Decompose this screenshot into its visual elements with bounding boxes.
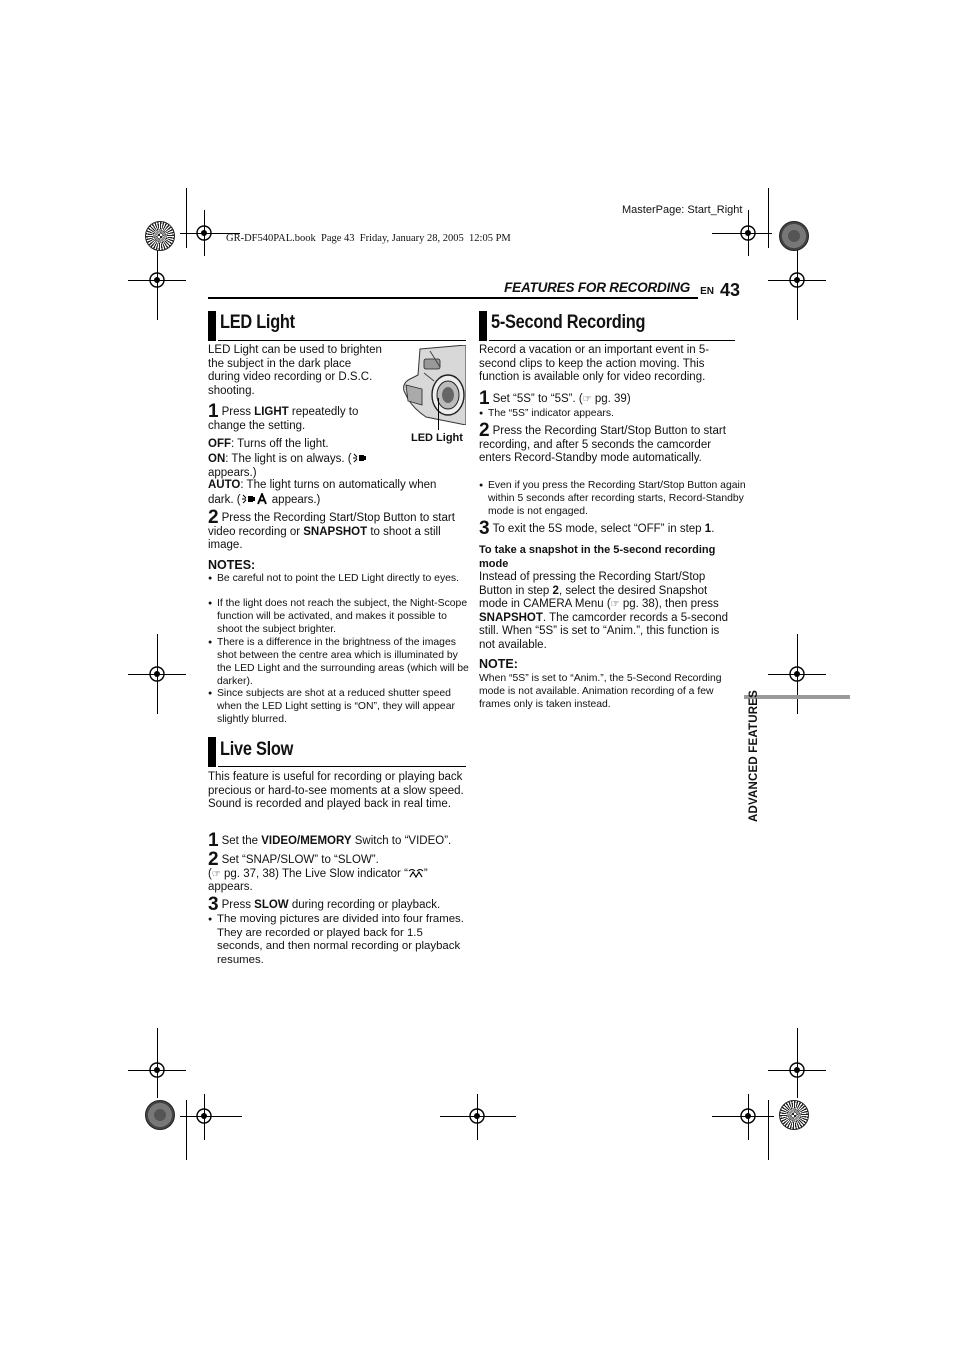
lang-code: EN — [700, 286, 714, 297]
five-step-2: 2 Press the Recording Start/Stop Button to start recording, and after 5 seconds the camcorder enters Record-Standby mode automatically. — [479, 420, 726, 465]
page-reference-icon: ☞ — [211, 868, 221, 880]
page-number: 43 — [719, 280, 740, 300]
step-number: 3 — [208, 894, 219, 915]
camcorder-led-light-image — [400, 345, 466, 425]
live-bullet: ● The moving pictures are divided into four frames. They are recorded or played back for 1.5 seconds, and then normal recording or playback resumes. — [208, 913, 471, 967]
section-rule — [218, 340, 466, 341]
registration-mark-icon — [787, 270, 807, 290]
led-auto-line: AUTO: The light turns on automatically when dark. ( appears.) — [208, 479, 437, 506]
registration-mark-icon — [467, 1106, 487, 1126]
registration-mark-icon — [194, 1106, 214, 1126]
section-marker — [479, 311, 487, 341]
registration-mark-icon — [738, 223, 758, 243]
registration-mark-icon — [147, 1060, 167, 1080]
color-rosette-icon — [779, 1100, 809, 1130]
led-off-line: OFF: Turns off the light. — [208, 438, 329, 450]
registration-mark-icon — [194, 223, 214, 243]
registration-mark-icon — [147, 270, 167, 290]
live-intro: This feature is useful for recording or playing back precious or hard-to-see moments at a slow speed. Sound is recorded and played back in real time. — [208, 771, 464, 811]
led-note-item: ● Be careful not to point the LED Light directly to eyes. — [208, 573, 467, 586]
section-marker — [208, 311, 216, 341]
page-reference-icon: ☞ — [582, 394, 592, 405]
led-notes-title: NOTES: — [208, 558, 256, 572]
section-marker — [208, 737, 216, 767]
registration-mark-icon — [787, 664, 807, 684]
live-step-1: 1 Set the VIDEO/MEMORY Switch to “VIDEO”. — [208, 830, 452, 851]
step-number: 1 — [208, 401, 219, 422]
step-number: 2 — [208, 849, 219, 870]
step-number: 1 — [479, 388, 490, 409]
five-snapshot-body: Instead of pressing the Recording Start/Stop Button in step 2, select the desired Snapshot mode in CAMERA Menu (☞ pg. 38), then press SNAPSHOT. The camcorder records a 5-second still. When “5S” is set to “Anim.”, this function is not available. — [479, 571, 729, 651]
side-tab-label: ADVANCED FEATURES — [748, 689, 760, 822]
page-reference-icon: ☞ — [610, 599, 620, 611]
five-note-body: When “5S” is set to “Anim.”, the 5-Second Recording mode is not available. Animation recording of a few frames only is taken instead. — [479, 673, 722, 710]
registration-mark-icon — [738, 1106, 758, 1126]
led-on-indicator-icon — [352, 452, 368, 464]
five-note-title: NOTE: — [479, 657, 518, 671]
led-note-item: ● If the light does not reach the subject, the Night-Scope function will be activated, and makes it possible to shoot the subject brighter. — [208, 598, 469, 637]
step-number: 2 — [479, 420, 490, 441]
step-number: 2 — [208, 507, 219, 528]
five-intro: Record a vacation or an important event in 5-second clips to keep the action moving. This function is available only for video recording. — [479, 344, 710, 384]
registration-mark-icon — [787, 1060, 807, 1080]
five-snapshot-heading: To take a snapshot in the 5-second recording mode — [479, 544, 716, 570]
step-number: 1 — [208, 830, 219, 851]
led-note-item: ● There is a difference in the brightness of the images shot between the centre area which is illuminated by the LED Light and the surrounding areas (which will be darker). — [208, 637, 471, 689]
registration-mark-icon — [147, 664, 167, 684]
five-step-2-bullet: ● Even if you press the Recording Start/Stop Button again within 5 seconds after recording starts, Record-Standby mode is not engaged. — [479, 480, 746, 519]
led-note-item: ● Since subjects are shot at a reduced shutter speed when the LED Light setting is “ON”, they will appear slightly blurred. — [208, 688, 467, 727]
led-intro: LED Light can be used to brighten the subject in the dark place during video recording or D.S.C. shooting. — [208, 344, 382, 397]
step-number: 3 — [479, 518, 490, 539]
section-title-led-light: LED Light — [220, 312, 295, 333]
color-rosette-icon — [145, 1100, 175, 1130]
section-header: FEATURES FOR RECORDING — [504, 280, 690, 295]
section-rule — [218, 766, 466, 767]
masterpage-label: MasterPage: Start_Right — [622, 204, 743, 216]
led-step-2: 2 Press the Recording Start/Stop Button to start video recording or SNAPSHOT to shoot a still image. — [208, 507, 455, 552]
led-on-line: ON: The light is on always. ( appears.) — [208, 452, 398, 480]
book-slug: GR-DF540PAL.book Page 43 Friday, January 28, 2005 12:05 PM — [226, 233, 511, 244]
section-title-5-second-recording: 5-Second Recording — [491, 312, 646, 333]
section-rule — [489, 340, 735, 341]
five-step-3: 3 To exit the 5S mode, select “OFF” in step 1. — [479, 518, 715, 539]
header-rule — [208, 297, 698, 299]
led-light-image-label: LED Light — [411, 432, 463, 444]
led-light-callout-line — [438, 398, 439, 430]
live-slow-indicator-icon — [408, 868, 424, 878]
five-step-1-bullet: ● The “5S” indicator appears. — [479, 408, 738, 421]
five-step-1: 1 Set “5S” to “5S”. (☞ pg. 39) — [479, 388, 631, 409]
color-rosette-icon — [779, 221, 809, 251]
section-title-live-slow: Live Slow — [220, 739, 294, 760]
led-auto-indicator-icon — [241, 493, 269, 505]
color-rosette-icon — [145, 221, 175, 251]
led-step-1: 1 Press LIGHT repeatedly to change the setting. — [208, 401, 359, 432]
live-step-3: 3 Press SLOW during recording or playback. — [208, 894, 441, 915]
live-step-2: 2 Set “SNAP/SLOW” to “SLOW”. (☞ pg. 37, 38) The Live Slow indicator “ ” appears. — [208, 849, 428, 894]
